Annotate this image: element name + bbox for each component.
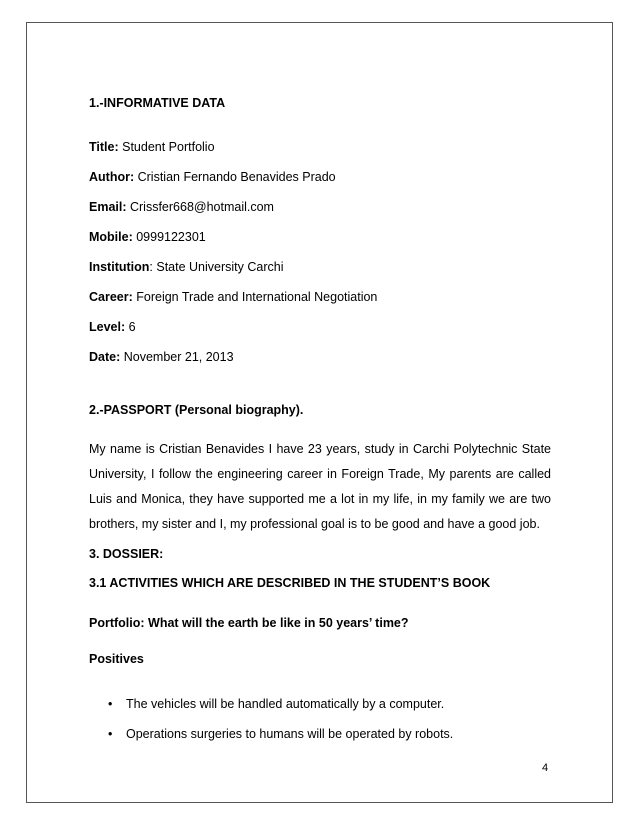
- list-item-text: The vehicles will be handled automatically by a computer.: [126, 697, 445, 711]
- field-label: Date:: [89, 350, 121, 364]
- list-item-text: Operations surgeries to humans will be operated by robots.: [126, 727, 454, 741]
- field-email: [89, 200, 274, 215]
- list-item: [108, 727, 453, 742]
- field-career: [89, 290, 377, 305]
- informative-heading: 1.-INFORMATIVE DATA: [89, 96, 226, 110]
- field-label: Institution: [89, 260, 150, 274]
- field-value: 0999122301: [132, 230, 206, 244]
- field-value: 6: [125, 320, 136, 334]
- field-institution: [89, 260, 283, 275]
- bullet-icon: •: [108, 727, 113, 741]
- field-label: Career:: [89, 290, 133, 304]
- field-date: [89, 350, 234, 365]
- activities-subheading: 3.1 ACTIVITIES WHICH ARE DESCRIBED IN THE STUDENT’S BOOK: [89, 576, 491, 590]
- positives-label: Positives: [89, 652, 144, 666]
- field-label: Level:: [89, 320, 126, 334]
- field-value: Cristian Fernando Benavides Prado: [134, 170, 336, 184]
- page-number: 4: [542, 762, 549, 774]
- list-item: [108, 697, 444, 712]
- field-value: Crissfer668@hotmail.com: [126, 200, 274, 214]
- bullet-icon: •: [108, 697, 113, 711]
- field-mobile: [89, 230, 206, 245]
- portfolio-question: Portfolio: What will the earth be like in 50 years’ time?: [89, 616, 409, 630]
- field-level: [89, 320, 136, 335]
- field-label: Mobile:: [89, 230, 133, 244]
- field-label: Title:: [89, 140, 119, 154]
- passport-heading: 2.-PASSPORT (Personal biography).: [89, 403, 304, 417]
- field-value: Student Portfolio: [118, 140, 215, 154]
- field-author: [89, 170, 336, 185]
- field-value: Foreign Trade and International Negotiation: [132, 290, 378, 304]
- passport-biography: My name is Cristian Benavides I have 23 years, study in Carchi Polytechnic State University, I follow the engineering career in Foreign Trade, My parents are called Luis and Monica, they have supported me a lot in my life, in my family we are two brothers, my sister and I, my professional goal is to be good and have a good job.: [89, 442, 551, 531]
- field-value: November 21, 2013: [120, 350, 234, 364]
- field-label: Email:: [89, 200, 127, 214]
- dossier-heading: 3. DOSSIER:: [89, 547, 164, 561]
- field-title: [89, 140, 215, 155]
- field-label: Author:: [89, 170, 135, 184]
- field-value: : State University Carchi: [149, 260, 284, 274]
